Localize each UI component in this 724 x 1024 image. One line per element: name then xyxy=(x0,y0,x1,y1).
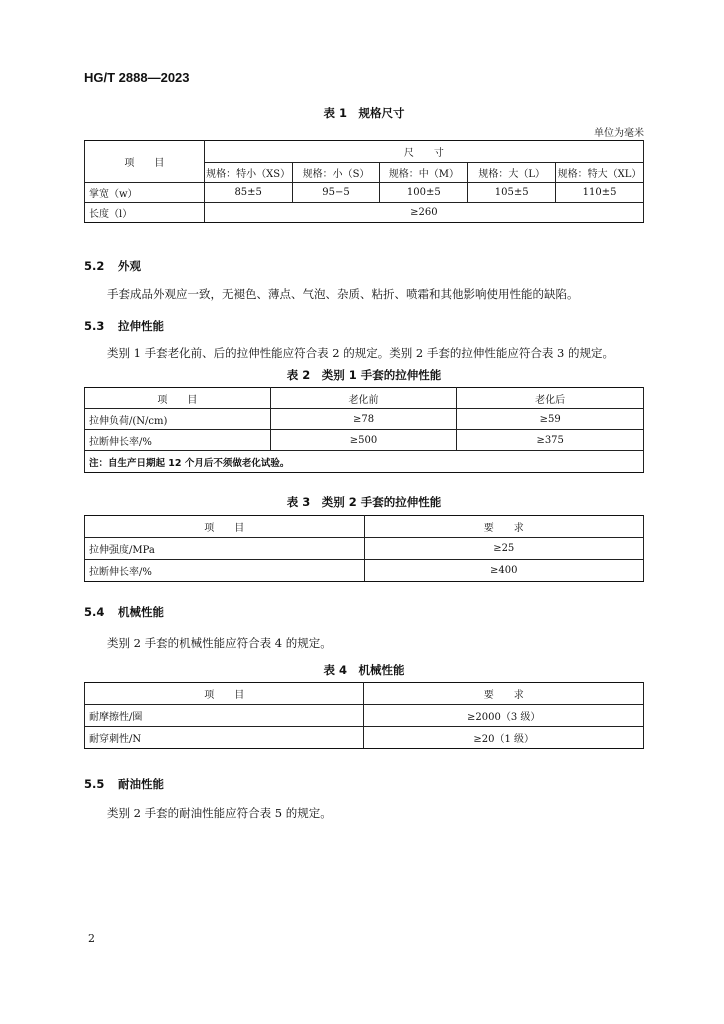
table4-cell: ≥20（1 级） xyxy=(364,727,644,749)
section-number: 5.2 xyxy=(84,259,105,273)
table-row xyxy=(85,727,644,749)
table2-after-header: 老化后 xyxy=(457,388,644,409)
section-5-4-heading xyxy=(84,604,164,620)
section-5-2-heading xyxy=(84,258,141,274)
table3-cell: ≥25 xyxy=(364,538,644,560)
table3-requirement-header: 要 求 xyxy=(364,516,644,538)
table1-palm-width-label: 掌宽（w） xyxy=(85,183,205,203)
table1-cell: 100±5 xyxy=(380,183,468,203)
table4 xyxy=(84,682,644,749)
table2-row-label: 拉断伸长率/% xyxy=(85,430,271,451)
section-title: 耐油性能 xyxy=(118,777,164,791)
table-row xyxy=(85,538,644,560)
section-number: 5.4 xyxy=(84,605,105,619)
table1-cell: 110±5 xyxy=(556,183,644,203)
table3-caption: 表 3 类别 2 手套的拉伸性能 xyxy=(286,495,442,509)
section-title: 机械性能 xyxy=(118,605,164,619)
table2-caption: 表 2 类别 1 手套的拉伸性能 xyxy=(286,368,442,382)
table1-cell: 105±5 xyxy=(468,183,556,203)
table4-caption: 表 4 机械性能 xyxy=(323,663,405,677)
table1-col-m: 规格：中（M） xyxy=(380,163,468,183)
table-row xyxy=(85,705,644,727)
table2-note: 注：自生产日期起 12 个月后不须做老化试验。 xyxy=(85,451,644,473)
table1-length-label: 长度（l） xyxy=(85,203,205,223)
table-row xyxy=(85,430,644,451)
table2-cell: ≥500 xyxy=(270,430,457,451)
table3-item-header: 项 目 xyxy=(85,516,365,538)
section-5-5-heading xyxy=(84,776,164,792)
section-5-4-text: 类别 2 手套的机械性能应符合表 4 的规定。 xyxy=(107,636,332,650)
table3-row-label: 拉伸强度/MPa xyxy=(85,538,365,560)
table2-item-header: 项 目 xyxy=(85,388,271,409)
table-row xyxy=(85,203,644,223)
table2-row-label: 拉伸负荷/(N/cm) xyxy=(85,409,271,430)
table4-item-header: 项 目 xyxy=(85,683,364,705)
table1-col-xs: 规格：特小（XS） xyxy=(204,163,292,183)
table4-row-label: 耐摩擦性/圈 xyxy=(85,705,364,727)
table-row xyxy=(85,560,644,582)
section-number: 5.3 xyxy=(84,319,105,333)
table4-row-label: 耐穿刺性/N xyxy=(85,727,364,749)
table1-size-header: 尺 寸 xyxy=(204,141,643,163)
table1-item-header: 项 目 xyxy=(85,141,205,183)
table-row xyxy=(85,183,644,203)
table1-col-xl: 规格：特大（XL） xyxy=(556,163,644,183)
table1-col-l: 规格：大（L） xyxy=(468,163,556,183)
table-row xyxy=(85,409,644,430)
table1-col-s: 规格：小（S） xyxy=(292,163,380,183)
table1-unit: 单位为毫米 xyxy=(594,128,644,139)
section-5-3-text: 类别 1 手套老化前、后的拉伸性能应符合表 2 的规定。类别 2 手套的拉伸性能应符合表 3 的规定。 xyxy=(107,346,615,360)
page-number: 2 xyxy=(88,932,95,945)
section-title: 拉伸性能 xyxy=(118,319,164,333)
table3 xyxy=(84,515,644,582)
table1-length-value: ≥260 xyxy=(204,203,643,223)
table2-cell: ≥375 xyxy=(457,430,644,451)
section-5-5-text: 类别 2 手套的耐油性能应符合表 5 的规定。 xyxy=(107,806,332,820)
table2 xyxy=(84,387,644,473)
section-number: 5.5 xyxy=(84,777,105,791)
table1-cell: 95−5 xyxy=(292,183,380,203)
table4-requirement-header: 要 求 xyxy=(364,683,644,705)
table1-cell: 85±5 xyxy=(204,183,292,203)
table1 xyxy=(84,140,644,223)
table2-cell: ≥59 xyxy=(457,409,644,430)
standard-number: HG/T 2888—2023 xyxy=(84,70,190,85)
table4-cell: ≥2000（3 级） xyxy=(364,705,644,727)
section-5-2-text: 手套成品外观应一致，无褪色、薄点、气泡、杂质、粘折、喷霜和其他影响使用性能的缺陷。 xyxy=(107,287,579,301)
table2-before-header: 老化前 xyxy=(270,388,457,409)
section-title: 外观 xyxy=(118,259,141,273)
table3-row-label: 拉断伸长率/% xyxy=(85,560,365,582)
section-5-3-heading xyxy=(84,318,164,334)
table1-caption: 表 1 规格尺寸 xyxy=(323,106,405,120)
table2-cell: ≥78 xyxy=(270,409,457,430)
table3-cell: ≥400 xyxy=(364,560,644,582)
